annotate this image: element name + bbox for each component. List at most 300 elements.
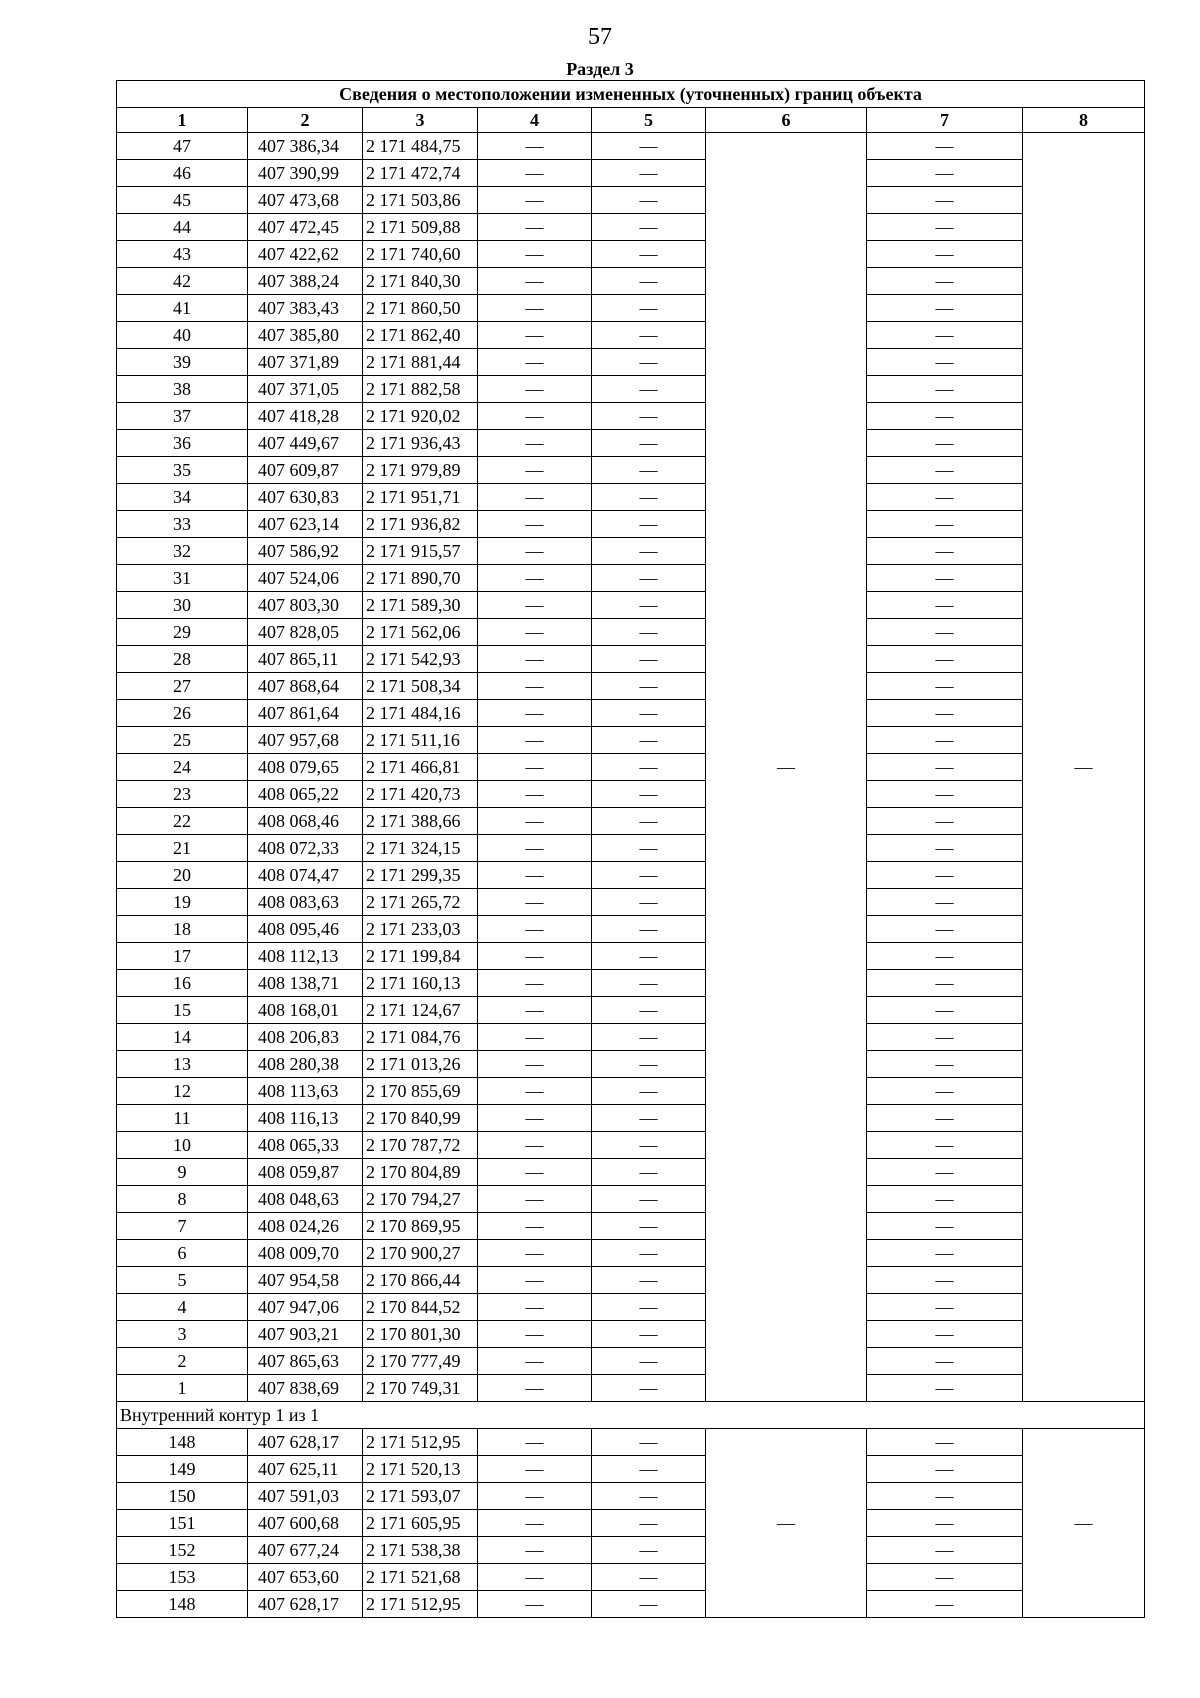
column-7-cell: — <box>867 214 1023 241</box>
column-4-cell: — <box>478 970 592 997</box>
column-5-cell: — <box>592 943 706 970</box>
point-number-cell: 37 <box>117 403 248 430</box>
table-caption: Сведения о местоположении измененных (уточненных) границ объекта <box>117 81 1145 108</box>
x-coordinate-cell: 408 280,38 <box>248 1051 363 1078</box>
x-coordinate-cell: 407 865,11 <box>248 646 363 673</box>
table-row <box>117 349 1145 376</box>
y-coordinate-cell: 2 171 860,50 <box>363 295 478 322</box>
point-number-cell: 15 <box>117 997 248 1024</box>
column-5-cell: — <box>592 1375 706 1402</box>
y-coordinate-cell: 2 171 890,70 <box>363 565 478 592</box>
column-4-cell: — <box>478 1267 592 1294</box>
table-row <box>117 1240 1145 1267</box>
y-coordinate-cell: 2 171 521,68 <box>363 1564 478 1591</box>
column-5-cell: — <box>592 1051 706 1078</box>
point-number-cell: 150 <box>117 1483 248 1510</box>
x-coordinate-cell: 407 449,67 <box>248 430 363 457</box>
table-row <box>117 1456 1145 1483</box>
column-5-cell: — <box>592 1024 706 1051</box>
y-coordinate-cell: 2 171 299,35 <box>363 862 478 889</box>
y-coordinate-cell: 2 171 920,02 <box>363 403 478 430</box>
y-coordinate-cell: 2 171 503,86 <box>363 187 478 214</box>
y-coordinate-cell: 2 171 124,67 <box>363 997 478 1024</box>
table-row <box>117 268 1145 295</box>
point-number-cell: 4 <box>117 1294 248 1321</box>
x-coordinate-cell: 407 628,17 <box>248 1591 363 1618</box>
y-coordinate-cell: 2 171 508,34 <box>363 673 478 700</box>
column-4-cell: — <box>478 376 592 403</box>
column-5-cell: — <box>592 133 706 160</box>
column-7-cell: — <box>867 1267 1023 1294</box>
table-row <box>117 943 1145 970</box>
column-5-cell: — <box>592 322 706 349</box>
column-5-cell: — <box>592 268 706 295</box>
column-4-cell: — <box>478 1564 592 1591</box>
x-coordinate-cell: 407 803,30 <box>248 592 363 619</box>
column-7-cell: — <box>867 241 1023 268</box>
column-header: 6 <box>706 108 867 133</box>
x-coordinate-cell: 407 383,43 <box>248 295 363 322</box>
y-coordinate-cell: 2 171 160,13 <box>363 970 478 997</box>
y-coordinate-cell: 2 171 472,74 <box>363 160 478 187</box>
column-4-cell: — <box>478 1537 592 1564</box>
y-coordinate-cell: 2 171 542,93 <box>363 646 478 673</box>
table-row <box>117 862 1145 889</box>
page-number: 57 <box>588 24 612 50</box>
table-row <box>117 1348 1145 1375</box>
column-4-cell: — <box>478 1051 592 1078</box>
column-4-cell: — <box>478 1510 592 1537</box>
x-coordinate-cell: 408 065,22 <box>248 781 363 808</box>
table-row <box>117 1051 1145 1078</box>
column-7-cell: — <box>867 1321 1023 1348</box>
x-coordinate-cell: 407 473,68 <box>248 187 363 214</box>
column-5-cell: — <box>592 997 706 1024</box>
point-number-cell: 38 <box>117 376 248 403</box>
column-4-cell: — <box>478 646 592 673</box>
point-number-cell: 14 <box>117 1024 248 1051</box>
column-5-cell: — <box>592 457 706 484</box>
x-coordinate-cell: 407 472,45 <box>248 214 363 241</box>
y-coordinate-cell: 2 171 233,03 <box>363 916 478 943</box>
column-7-cell: — <box>867 1240 1023 1267</box>
column-4-cell: — <box>478 187 592 214</box>
boundary-coordinates-table <box>116 80 1145 1618</box>
column-5-cell: — <box>592 376 706 403</box>
column-4-cell: — <box>478 781 592 808</box>
column-5-cell: — <box>592 295 706 322</box>
y-coordinate-cell: 2 171 013,26 <box>363 1051 478 1078</box>
y-coordinate-cell: 2 171 862,40 <box>363 322 478 349</box>
x-coordinate-cell: 407 861,64 <box>248 700 363 727</box>
column-5-cell: — <box>592 970 706 997</box>
point-number-cell: 11 <box>117 1105 248 1132</box>
column-4-cell: — <box>478 1321 592 1348</box>
column-7-cell: — <box>867 1078 1023 1105</box>
table-row <box>117 1105 1145 1132</box>
x-coordinate-cell: 407 868,64 <box>248 673 363 700</box>
y-coordinate-cell: 2 170 900,27 <box>363 1240 478 1267</box>
column-4-cell: — <box>478 862 592 889</box>
column-7-cell: — <box>867 1186 1023 1213</box>
column-header: 5 <box>592 108 706 133</box>
x-coordinate-cell: 408 168,01 <box>248 997 363 1024</box>
column-4-cell: — <box>478 1024 592 1051</box>
column-5-cell: — <box>592 1564 706 1591</box>
y-coordinate-cell: 2 171 936,43 <box>363 430 478 457</box>
point-number-cell: 25 <box>117 727 248 754</box>
point-number-cell: 34 <box>117 484 248 511</box>
column-4-cell: — <box>478 619 592 646</box>
column-5-cell: — <box>592 1294 706 1321</box>
column-4-cell: — <box>478 511 592 538</box>
y-coordinate-cell: 2 171 593,07 <box>363 1483 478 1510</box>
column-7-cell: — <box>867 1024 1023 1051</box>
column-7-cell: — <box>867 700 1023 727</box>
point-number-cell: 41 <box>117 295 248 322</box>
table-row <box>117 1267 1145 1294</box>
table-row <box>117 916 1145 943</box>
y-coordinate-cell: 2 171 484,16 <box>363 700 478 727</box>
column-7-cell: — <box>867 835 1023 862</box>
point-number-cell: 20 <box>117 862 248 889</box>
column-6-merged-cell: — <box>706 1429 867 1618</box>
column-4-cell: — <box>478 322 592 349</box>
column-7-cell: — <box>867 673 1023 700</box>
table-row <box>117 160 1145 187</box>
table-row <box>117 403 1145 430</box>
point-number-cell: 22 <box>117 808 248 835</box>
point-number-cell: 149 <box>117 1456 248 1483</box>
point-number-cell: 24 <box>117 754 248 781</box>
x-coordinate-cell: 407 947,06 <box>248 1294 363 1321</box>
column-5-cell: — <box>592 862 706 889</box>
point-number-cell: 23 <box>117 781 248 808</box>
column-7-cell: — <box>867 808 1023 835</box>
y-coordinate-cell: 2 171 084,76 <box>363 1024 478 1051</box>
point-number-cell: 32 <box>117 538 248 565</box>
table-row <box>117 1159 1145 1186</box>
x-coordinate-cell: 408 113,63 <box>248 1078 363 1105</box>
x-coordinate-cell: 408 206,83 <box>248 1024 363 1051</box>
column-5-cell: — <box>592 241 706 268</box>
column-4-cell: — <box>478 916 592 943</box>
column-7-cell: — <box>867 646 1023 673</box>
y-coordinate-cell: 2 171 882,58 <box>363 376 478 403</box>
point-number-cell: 13 <box>117 1051 248 1078</box>
column-5-cell: — <box>592 808 706 835</box>
table-row <box>117 484 1145 511</box>
column-7-cell: — <box>867 889 1023 916</box>
column-4-cell: — <box>478 295 592 322</box>
table-row <box>117 592 1145 619</box>
column-header: 3 <box>363 108 478 133</box>
table-row <box>117 1294 1145 1321</box>
table-row <box>117 295 1145 322</box>
y-coordinate-cell: 2 171 509,88 <box>363 214 478 241</box>
y-coordinate-cell: 2 171 589,30 <box>363 592 478 619</box>
point-number-cell: 2 <box>117 1348 248 1375</box>
table-row <box>117 781 1145 808</box>
y-coordinate-cell: 2 171 484,75 <box>363 133 478 160</box>
table-row <box>117 1537 1145 1564</box>
column-4-cell: — <box>478 1591 592 1618</box>
column-4-cell: — <box>478 1159 592 1186</box>
column-5-cell: — <box>592 430 706 457</box>
point-number-cell: 43 <box>117 241 248 268</box>
column-4-cell: — <box>478 1240 592 1267</box>
column-4-cell: — <box>478 565 592 592</box>
column-7-cell: — <box>867 160 1023 187</box>
column-5-cell: — <box>592 1078 706 1105</box>
column-5-cell: — <box>592 646 706 673</box>
column-7-cell: — <box>867 295 1023 322</box>
column-4-cell: — <box>478 268 592 295</box>
column-5-cell: — <box>592 1456 706 1483</box>
point-number-cell: 3 <box>117 1321 248 1348</box>
column-4-cell: — <box>478 700 592 727</box>
column-5-cell: — <box>592 727 706 754</box>
table-row <box>117 1483 1145 1510</box>
column-4-cell: — <box>478 943 592 970</box>
point-number-cell: 39 <box>117 349 248 376</box>
x-coordinate-cell: 408 065,33 <box>248 1132 363 1159</box>
table-row <box>117 430 1145 457</box>
column-7-cell: — <box>867 403 1023 430</box>
table-row <box>117 835 1145 862</box>
point-number-cell: 29 <box>117 619 248 646</box>
y-coordinate-cell: 2 170 777,49 <box>363 1348 478 1375</box>
point-number-cell: 1 <box>117 1375 248 1402</box>
column-4-cell: — <box>478 889 592 916</box>
x-coordinate-cell: 407 954,58 <box>248 1267 363 1294</box>
column-header: 2 <box>248 108 363 133</box>
column-5-cell: — <box>592 889 706 916</box>
point-number-cell: 31 <box>117 565 248 592</box>
x-coordinate-cell: 407 390,99 <box>248 160 363 187</box>
column-5-cell: — <box>592 700 706 727</box>
point-number-cell: 45 <box>117 187 248 214</box>
column-5-cell: — <box>592 1213 706 1240</box>
y-coordinate-cell: 2 170 749,31 <box>363 1375 478 1402</box>
column-5-cell: — <box>592 538 706 565</box>
y-coordinate-cell: 2 171 512,95 <box>363 1429 478 1456</box>
table-row <box>117 1186 1145 1213</box>
column-7-cell: — <box>867 268 1023 295</box>
column-7-cell: — <box>867 1159 1023 1186</box>
y-coordinate-cell: 2 170 866,44 <box>363 1267 478 1294</box>
y-coordinate-cell: 2 171 388,66 <box>363 808 478 835</box>
table-row <box>117 376 1145 403</box>
y-coordinate-cell: 2 171 740,60 <box>363 241 478 268</box>
column-5-cell: — <box>592 484 706 511</box>
column-7-cell: — <box>867 1051 1023 1078</box>
table-row <box>117 646 1145 673</box>
x-coordinate-cell: 407 903,21 <box>248 1321 363 1348</box>
x-coordinate-cell: 408 068,46 <box>248 808 363 835</box>
column-4-cell: — <box>478 1078 592 1105</box>
y-coordinate-cell: 2 170 869,95 <box>363 1213 478 1240</box>
x-coordinate-cell: 407 524,06 <box>248 565 363 592</box>
point-number-cell: 26 <box>117 700 248 727</box>
column-7-cell: — <box>867 565 1023 592</box>
x-coordinate-cell: 407 677,24 <box>248 1537 363 1564</box>
column-7-cell: — <box>867 1483 1023 1510</box>
x-coordinate-cell: 407 957,68 <box>248 727 363 754</box>
table-row <box>117 754 1145 781</box>
column-7-cell: — <box>867 997 1023 1024</box>
column-4-cell: — <box>478 1132 592 1159</box>
point-number-cell: 27 <box>117 673 248 700</box>
x-coordinate-cell: 407 422,62 <box>248 241 363 268</box>
x-coordinate-cell: 407 653,60 <box>248 1564 363 1591</box>
y-coordinate-cell: 2 171 951,71 <box>363 484 478 511</box>
point-number-cell: 5 <box>117 1267 248 1294</box>
table-row <box>117 322 1145 349</box>
y-coordinate-cell: 2 171 605,95 <box>363 1510 478 1537</box>
column-4-cell: — <box>478 1456 592 1483</box>
table-row <box>117 1429 1145 1456</box>
x-coordinate-cell: 407 586,92 <box>248 538 363 565</box>
x-coordinate-cell: 407 386,34 <box>248 133 363 160</box>
x-coordinate-cell: 407 371,89 <box>248 349 363 376</box>
point-number-cell: 148 <box>117 1591 248 1618</box>
point-number-cell: 6 <box>117 1240 248 1267</box>
column-7-cell: — <box>867 133 1023 160</box>
column-4-cell: — <box>478 430 592 457</box>
y-coordinate-cell: 2 171 562,06 <box>363 619 478 646</box>
column-5-cell: — <box>592 214 706 241</box>
table-row <box>117 565 1145 592</box>
point-number-cell: 151 <box>117 1510 248 1537</box>
y-coordinate-cell: 2 170 801,30 <box>363 1321 478 1348</box>
column-7-cell: — <box>867 781 1023 808</box>
point-number-cell: 46 <box>117 160 248 187</box>
y-coordinate-cell: 2 170 840,99 <box>363 1105 478 1132</box>
column-5-cell: — <box>592 403 706 430</box>
column-5-cell: — <box>592 1159 706 1186</box>
column-4-cell: — <box>478 673 592 700</box>
column-4-cell: — <box>478 160 592 187</box>
x-coordinate-cell: 407 630,83 <box>248 484 363 511</box>
point-number-cell: 148 <box>117 1429 248 1456</box>
column-5-cell: — <box>592 1537 706 1564</box>
column-5-cell: — <box>592 1186 706 1213</box>
point-number-cell: 40 <box>117 322 248 349</box>
y-coordinate-cell: 2 171 199,84 <box>363 943 478 970</box>
column-4-cell: — <box>478 1294 592 1321</box>
table-row <box>117 214 1145 241</box>
column-7-cell: — <box>867 592 1023 619</box>
column-header: 7 <box>867 108 1023 133</box>
column-4-cell: — <box>478 1483 592 1510</box>
table-row <box>117 889 1145 916</box>
column-5-cell: — <box>592 1483 706 1510</box>
y-coordinate-cell: 2 171 265,72 <box>363 889 478 916</box>
column-8-merged-cell: — <box>1023 133 1145 1402</box>
x-coordinate-cell: 407 609,87 <box>248 457 363 484</box>
column-header-row <box>117 108 1145 133</box>
table-row <box>117 133 1145 160</box>
column-7-cell: — <box>867 1213 1023 1240</box>
column-4-cell: — <box>478 997 592 1024</box>
column-7-cell: — <box>867 430 1023 457</box>
table-row <box>117 727 1145 754</box>
column-7-cell: — <box>867 1564 1023 1591</box>
x-coordinate-cell: 407 625,11 <box>248 1456 363 1483</box>
table-row <box>117 1078 1145 1105</box>
x-coordinate-cell: 407 600,68 <box>248 1510 363 1537</box>
x-coordinate-cell: 408 072,33 <box>248 835 363 862</box>
column-5-cell: — <box>592 1267 706 1294</box>
column-7-cell: — <box>867 538 1023 565</box>
inner-contour-label: Внутренний контур 1 из 1 <box>117 1402 1145 1429</box>
y-coordinate-cell: 2 171 936,82 <box>363 511 478 538</box>
y-coordinate-cell: 2 171 520,13 <box>363 1456 478 1483</box>
column-5-cell: — <box>592 1240 706 1267</box>
column-4-cell: — <box>478 133 592 160</box>
column-5-cell: — <box>592 835 706 862</box>
column-7-cell: — <box>867 1348 1023 1375</box>
point-number-cell: 44 <box>117 214 248 241</box>
point-number-cell: 35 <box>117 457 248 484</box>
column-7-cell: — <box>867 511 1023 538</box>
x-coordinate-cell: 407 865,63 <box>248 1348 363 1375</box>
column-5-cell: — <box>592 160 706 187</box>
y-coordinate-cell: 2 171 538,38 <box>363 1537 478 1564</box>
y-coordinate-cell: 2 171 511,16 <box>363 727 478 754</box>
column-7-cell: — <box>867 943 1023 970</box>
point-number-cell: 30 <box>117 592 248 619</box>
column-4-cell: — <box>478 1375 592 1402</box>
point-number-cell: 152 <box>117 1537 248 1564</box>
column-4-cell: — <box>478 1429 592 1456</box>
x-coordinate-cell: 408 095,46 <box>248 916 363 943</box>
table-row <box>117 619 1145 646</box>
x-coordinate-cell: 408 074,47 <box>248 862 363 889</box>
point-number-cell: 33 <box>117 511 248 538</box>
point-number-cell: 16 <box>117 970 248 997</box>
x-coordinate-cell: 407 388,24 <box>248 268 363 295</box>
column-4-cell: — <box>478 1186 592 1213</box>
column-7-cell: — <box>867 1105 1023 1132</box>
x-coordinate-cell: 407 591,03 <box>248 1483 363 1510</box>
table-row <box>117 187 1145 214</box>
column-5-cell: — <box>592 1429 706 1456</box>
table-row <box>117 1321 1145 1348</box>
x-coordinate-cell: 408 048,63 <box>248 1186 363 1213</box>
column-4-cell: — <box>478 349 592 376</box>
y-coordinate-cell: 2 171 466,81 <box>363 754 478 781</box>
column-header: 1 <box>117 108 248 133</box>
point-number-cell: 7 <box>117 1213 248 1240</box>
column-4-cell: — <box>478 1348 592 1375</box>
column-5-cell: — <box>592 565 706 592</box>
column-7-cell: — <box>867 1294 1023 1321</box>
table-row <box>117 673 1145 700</box>
point-number-cell: 28 <box>117 646 248 673</box>
point-number-cell: 36 <box>117 430 248 457</box>
column-4-cell: — <box>478 754 592 781</box>
table-row <box>117 970 1145 997</box>
table-row <box>117 1591 1145 1618</box>
x-coordinate-cell: 407 838,69 <box>248 1375 363 1402</box>
point-number-cell: 42 <box>117 268 248 295</box>
column-7-cell: — <box>867 1456 1023 1483</box>
column-5-cell: — <box>592 1321 706 1348</box>
table-row <box>117 457 1145 484</box>
column-7-cell: — <box>867 916 1023 943</box>
